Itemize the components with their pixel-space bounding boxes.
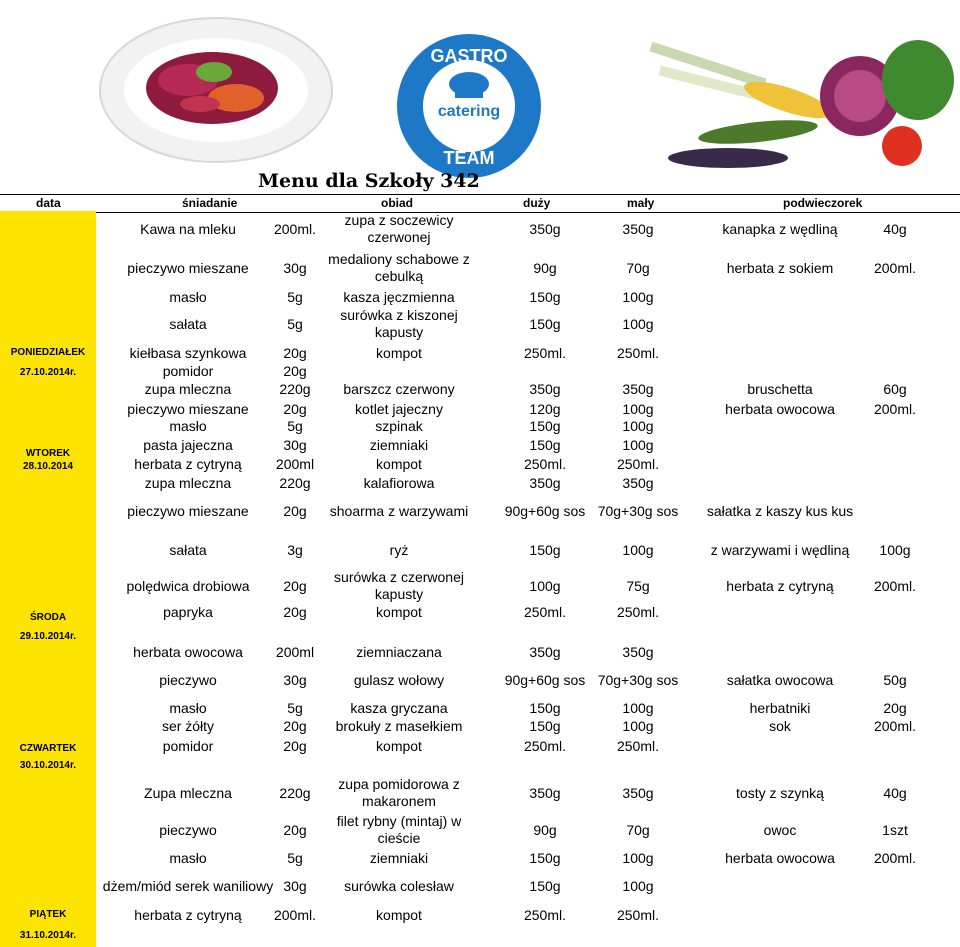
- breakfast-qty: 20g: [283, 603, 307, 620]
- large-portion: 250ml.: [523, 455, 567, 472]
- column-header-podwieczorek: podwieczorek: [783, 196, 863, 210]
- snack-qty: 200ml.: [873, 577, 917, 594]
- snack-item: herbata owocowa: [725, 400, 835, 417]
- large-portion: 100g: [529, 577, 561, 594]
- snack-item: z warzywami i wędliną: [710, 541, 850, 558]
- lunch-item: brokuły z masełkiem: [335, 717, 463, 734]
- large-portion: 350g: [529, 220, 561, 237]
- day-date-wednesday: 29.10.2014r.: [19, 631, 77, 642]
- snack-qty: 200ml.: [873, 717, 917, 734]
- snack-item: sałatka owocowa: [726, 671, 834, 688]
- snack-item: herbata owocowa: [725, 849, 835, 866]
- logo-top-text: GASTRO: [430, 46, 508, 66]
- logo-bottom-text: TEAM: [443, 148, 495, 168]
- snack-qty: 50g: [883, 671, 907, 688]
- small-portion: 250ml.: [616, 603, 660, 620]
- logo-middle-text: catering: [437, 103, 501, 120]
- day-name-tuesday: WTOREK: [25, 448, 71, 459]
- breakfast-qty: 5g: [287, 315, 303, 332]
- breakfast-qty: 5g: [287, 699, 303, 716]
- large-portion: 90g: [533, 259, 557, 276]
- lunch-item: kompot: [376, 603, 422, 620]
- breakfast-item: pasta jajeczna: [143, 436, 233, 453]
- lunch-item: ryż: [389, 541, 409, 558]
- breakfast-qty: 20g: [283, 362, 307, 379]
- large-portion: 90g+60g sos: [504, 502, 586, 519]
- breakfast-qty: 30g: [283, 877, 307, 894]
- breakfast-qty: 20g: [283, 400, 307, 417]
- breakfast-item: masło: [169, 417, 207, 434]
- breakfast-item: masło: [169, 849, 207, 866]
- lunch-item: kompot: [376, 906, 422, 923]
- breakfast-item: pieczywo mieszane: [127, 502, 249, 519]
- small-portion: 250ml.: [616, 737, 660, 754]
- breakfast-item: pomidor: [162, 362, 214, 379]
- snack-qty: 200ml.: [873, 849, 917, 866]
- breakfast-qty: 20g: [283, 502, 307, 519]
- day-name-thursday: CZWARTEK: [19, 743, 77, 754]
- snack-item: herbata z cytryną: [726, 577, 834, 594]
- snack-qty: 60g: [883, 380, 907, 397]
- large-portion: 150g: [529, 541, 561, 558]
- lunch-item: kotlet jajeczny: [355, 400, 443, 417]
- breakfast-item: masło: [169, 699, 207, 716]
- lunch-item: medaliony schabowe z cebulką: [328, 251, 470, 284]
- lunch-item: surówka colesław: [344, 877, 454, 894]
- breakfast-qty: 5g: [287, 849, 303, 866]
- breakfast-item: pieczywo: [159, 821, 217, 838]
- day-date-tuesday: 28.10.2014: [22, 461, 74, 472]
- breakfast-qty: 20g: [283, 344, 307, 361]
- lunch-item: ziemniaczana: [356, 643, 442, 660]
- lunch-item: kompot: [376, 455, 422, 472]
- breakfast-qty: 200ml.: [273, 906, 317, 923]
- day-name-wednesday: ŚRODA: [29, 612, 67, 623]
- breakfast-qty: 3g: [287, 541, 303, 558]
- breakfast-qty: 30g: [283, 671, 307, 688]
- day-date-friday: 31.10.2014r.: [19, 930, 77, 941]
- lunch-item: barszcz czerwony: [343, 380, 455, 397]
- large-portion: 150g: [529, 288, 561, 305]
- lunch-item: filet rybny (mintaj) w cieście: [336, 813, 462, 846]
- small-portion: 100g: [622, 849, 654, 866]
- lunch-item: kasza gryczana: [350, 699, 448, 716]
- breakfast-qty: 20g: [283, 577, 307, 594]
- breakfast-qty: 220g: [279, 474, 311, 491]
- column-header-maly: mały: [627, 196, 655, 210]
- breakfast-item: sałata: [169, 541, 207, 558]
- breakfast-item: sałata: [169, 315, 207, 332]
- large-portion: 250ml.: [523, 344, 567, 361]
- header-banner: [0, 0, 960, 192]
- small-portion: 350g: [622, 643, 654, 660]
- lunch-item: gulasz wołowy: [353, 671, 445, 688]
- breakfast-qty: 220g: [279, 784, 311, 801]
- breakfast-qty: 30g: [283, 259, 307, 276]
- small-portion: 100g: [622, 436, 654, 453]
- breakfast-item: pieczywo: [159, 671, 217, 688]
- breakfast-qty: 200ml: [275, 455, 315, 472]
- breakfast-item: pieczywo mieszane: [127, 400, 249, 417]
- table-header: [0, 194, 960, 213]
- large-portion: 250ml.: [523, 603, 567, 620]
- large-portion: 150g: [529, 717, 561, 734]
- small-portion: 100g: [622, 717, 654, 734]
- lunch-item: ziemniaki: [369, 849, 429, 866]
- day-name-monday: PONIEDZIAŁEK: [10, 347, 86, 358]
- breakfast-item: zupa mleczna: [144, 380, 232, 397]
- small-portion: 70g+30g sos: [597, 671, 679, 688]
- column-header-obiad: obiad: [381, 196, 413, 210]
- large-portion: 150g: [529, 699, 561, 716]
- breakfast-item: herbata z cytryną: [134, 906, 242, 923]
- breakfast-qty: 5g: [287, 288, 303, 305]
- breakfast-item: dżem/miód serek waniliowy: [102, 877, 274, 894]
- breakfast-item: herbata owocowa: [133, 643, 243, 660]
- breakfast-item: pomidor: [162, 737, 214, 754]
- snack-qty: 200ml.: [873, 400, 917, 417]
- large-portion: 250ml.: [523, 737, 567, 754]
- breakfast-item: papryka: [163, 603, 213, 620]
- small-portion: 70g: [626, 259, 650, 276]
- small-portion: 100g: [622, 315, 654, 332]
- snack-qty: 40g: [883, 220, 907, 237]
- lunch-item: kompot: [376, 344, 422, 361]
- snack-item: kanapka z wędliną: [722, 220, 838, 237]
- breakfast-item: Kawa na mleku: [140, 220, 236, 237]
- breakfast-item: ser żółty: [161, 717, 215, 734]
- lunch-item: szpinak: [375, 417, 423, 434]
- large-portion: 250ml.: [523, 906, 567, 923]
- large-portion: 350g: [529, 784, 561, 801]
- vegetables-image: [638, 20, 960, 170]
- small-portion: 70g+30g sos: [597, 502, 679, 519]
- lunch-item: zupa z soczewicy czerwonej: [344, 212, 454, 245]
- breakfast-item: herbata z cytryną: [134, 455, 242, 472]
- large-portion: 90g+60g sos: [504, 671, 586, 688]
- snack-item: sałatka z kaszy kus kus: [706, 502, 854, 519]
- snack-item: herbata z sokiem: [726, 259, 834, 276]
- large-portion: 350g: [529, 380, 561, 397]
- small-portion: 350g: [622, 220, 654, 237]
- small-portion: 100g: [622, 699, 654, 716]
- snack-item: owoc: [763, 821, 797, 838]
- small-portion: 70g: [626, 821, 650, 838]
- column-header-duzy: duży: [523, 196, 551, 210]
- large-portion: 150g: [529, 315, 561, 332]
- large-portion: 150g: [529, 436, 561, 453]
- snack-item: bruschetta: [747, 380, 813, 397]
- lunch-item: zupa pomidorowa z makaronem: [338, 776, 460, 809]
- breakfast-item: zupa mleczna: [144, 474, 232, 491]
- small-portion: 75g: [626, 577, 650, 594]
- small-portion: 100g: [622, 288, 654, 305]
- small-portion: 350g: [622, 784, 654, 801]
- small-portion: 100g: [622, 877, 654, 894]
- small-portion: 100g: [622, 417, 654, 434]
- lunch-item: surówka z kiszonej kapusty: [340, 307, 458, 340]
- day-date-monday: 27.10.2014r.: [19, 367, 77, 378]
- gastro-team-logo: [395, 32, 543, 180]
- small-portion: 350g: [622, 380, 654, 397]
- large-portion: 150g: [529, 849, 561, 866]
- breakfast-qty: 20g: [283, 821, 307, 838]
- small-portion: 350g: [622, 474, 654, 491]
- large-portion: 120g: [529, 400, 561, 417]
- large-portion: 90g: [533, 821, 557, 838]
- breakfast-item: kiełbasa szynkowa: [129, 344, 247, 361]
- lunch-item: kasza jęczmienna: [343, 288, 455, 305]
- snack-qty: 1szt: [882, 821, 908, 838]
- snack-item: herbatniki: [749, 699, 811, 716]
- lunch-item: surówka z czerwonej kapusty: [334, 569, 464, 602]
- breakfast-item: masło: [169, 288, 207, 305]
- large-portion: 350g: [529, 474, 561, 491]
- small-portion: 250ml.: [616, 455, 660, 472]
- breakfast-item: Zupa mleczna: [144, 784, 232, 801]
- lunch-item: kompot: [376, 737, 422, 754]
- small-portion: 100g: [622, 400, 654, 417]
- column-header-sniadanie: śniadanie: [182, 196, 238, 210]
- column-header-data: data: [36, 196, 61, 210]
- breakfast-qty: 20g: [283, 717, 307, 734]
- breakfast-qty: 20g: [283, 737, 307, 754]
- salad-plate-image: [96, 6, 336, 166]
- lunch-item: shoarma z warzywami: [329, 502, 469, 519]
- lunch-item: ziemniaki: [369, 436, 429, 453]
- small-portion: 100g: [622, 541, 654, 558]
- breakfast-qty: 200ml.: [273, 220, 317, 237]
- breakfast-item: polędwica drobiowa: [126, 577, 250, 594]
- large-portion: 150g: [529, 877, 561, 894]
- snack-qty: 40g: [883, 784, 907, 801]
- lunch-item: kalafiorowa: [363, 474, 435, 491]
- breakfast-qty: 220g: [279, 380, 311, 397]
- small-portion: 250ml.: [616, 906, 660, 923]
- breakfast-item: pieczywo mieszane: [127, 259, 249, 276]
- snack-qty: 100g: [879, 541, 911, 558]
- snack-item: sok: [769, 717, 791, 734]
- snack-qty: 200ml.: [873, 259, 917, 276]
- breakfast-qty: 30g: [283, 436, 307, 453]
- small-portion: 250ml.: [616, 344, 660, 361]
- page-title: Menu dla Szkoły 342: [258, 170, 480, 192]
- large-portion: 350g: [529, 643, 561, 660]
- snack-item: tosty z szynką: [736, 784, 824, 801]
- day-name-friday: PIĄTEK: [29, 909, 67, 920]
- snack-qty: 20g: [883, 699, 907, 716]
- day-date-thursday: 30.10.2014r.: [19, 760, 77, 771]
- large-portion: 150g: [529, 417, 561, 434]
- breakfast-qty: 200ml: [275, 643, 315, 660]
- breakfast-qty: 5g: [287, 417, 303, 434]
- day-column: [0, 211, 96, 947]
